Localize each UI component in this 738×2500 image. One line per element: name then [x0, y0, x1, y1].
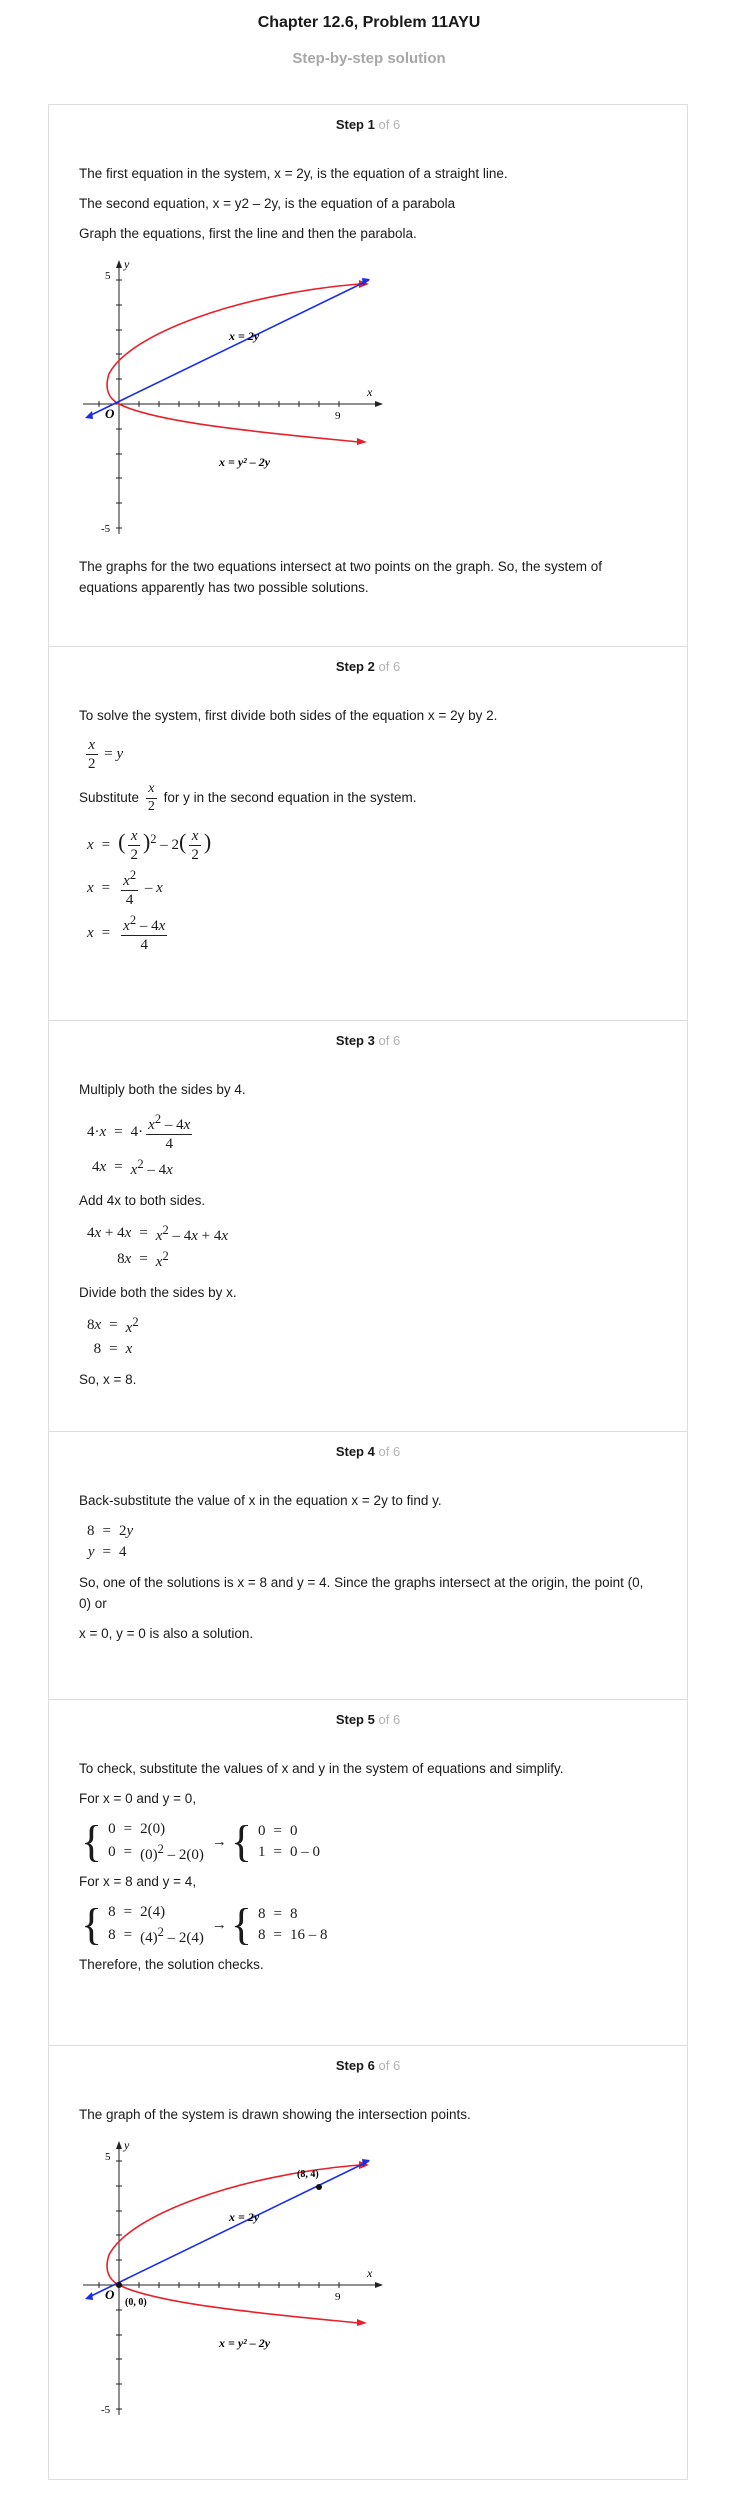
svg-text:x: x	[367, 2265, 373, 2280]
step4-text-1: Back-substitute the value of x in the equation x = 2y to find y.	[79, 1493, 442, 1508]
step-header: Step 6 of 6	[335, 2058, 401, 2073]
step-6	[49, 2045, 687, 2481]
step3-text-3: Divide both the sides by x.	[79, 1284, 237, 1300]
math-check-origin: { 0 = 2(0) 0 = $(0)^2 - 2(0)$ → { 0 = 0 1 = 0 – 0	[81, 1817, 320, 1867]
svg-text:9: 9	[335, 2290, 341, 2303]
svg-text:y: y	[124, 256, 130, 271]
step3-text-2: Add 4x to both sides.	[79, 1192, 206, 1208]
step-2	[49, 646, 687, 1020]
step4-text-2: So, one of the solutions is x = 8 and y = 4. Since the graphs intersect at the origin, the point (0, 0) or	[79, 1574, 644, 1611]
page-title: Chapter 12.6, Problem 11AYU	[257, 14, 481, 31]
step-header: Step 2 of 6	[335, 659, 401, 674]
step5-text-4: Therefore, the solution checks.	[79, 1956, 264, 1972]
math-check-point: { 8 = 2(4) 8 = $(4)^2 - 2(4)$ → { 8 = 8 8 = 16 – 8	[81, 1900, 328, 1950]
step-3	[49, 1020, 687, 1431]
step1-text-1: The first equation in the system, x = 2y, is the equation of a straight line.	[79, 166, 508, 181]
svg-text:O: O	[105, 2286, 115, 2302]
svg-text:5: 5	[105, 2150, 111, 2163]
step3-text-4: So, x = 8.	[79, 1371, 137, 1387]
svg-text:x: x	[367, 384, 373, 399]
svg-text:(0, 0): (0, 0)	[125, 2296, 147, 2308]
step-header: Step 1 of 6	[335, 117, 401, 132]
step-1	[49, 105, 687, 646]
step3-text-1: Multiply both the sides by 4.	[79, 1082, 246, 1097]
step-header: Step 5 of 6	[335, 1712, 401, 1727]
system-graph	[79, 254, 657, 547]
math-multiply: 4·x = 4· $\frac{x^2 - 4x}{4}$ 4x = $x^2 - 4x$	[87, 1111, 191, 1178]
svg-text:(8, 4): (8, 4)	[297, 2168, 319, 2180]
math-x-over-2: $\frac{x}{2}$ = y	[88, 736, 124, 772]
svg-text:-5: -5	[101, 2403, 111, 2416]
svg-text:x = 2y: x = 2y	[229, 328, 260, 343]
step-header: Step 4 of 6	[335, 1444, 401, 1459]
line-graph	[89, 280, 369, 416]
math-add: 4x + 4x = $x^2 - 4x + 4x$ 8x = $x^2$	[87, 1222, 229, 1270]
svg-text:x = 2y: x = 2y	[229, 2209, 260, 2224]
intersection-point-b	[116, 2282, 122, 2288]
math-substitution: x = ( $\frac{x}{2}$ )$^2$ – 2( $\frac{x}{2}$ ) x = $\frac{x^2}{4}$ – x x = $\frac{x^2 - 4x}{4}$	[87, 827, 212, 953]
math-divide: 8x = $x^2$ 8 = x	[87, 1314, 139, 1357]
step2-text-2: Substitute $\frac{x}{2}$ for y in the second equation in the system.	[79, 780, 417, 814]
solution-card	[48, 104, 688, 2480]
step6-text-1: The graph of the system is drawn showing the intersection points.	[79, 2107, 471, 2122]
svg-text:x = y² – 2y: x = y² – 2y	[219, 454, 271, 469]
step1-text-4: The graphs for the two equations intersect at two points on the graph. So, the system of equations apparently has two possible solutions.	[79, 558, 603, 595]
step-4	[49, 1431, 687, 1699]
step5-text-1: To check, substitute the values of x and y in the system of equations and simplify.	[79, 1761, 564, 1776]
system-graph-intersections	[79, 2135, 657, 2428]
step1-text-2: The second equation, x = y2 – 2y, is the equation of a parabola	[79, 195, 456, 211]
svg-text:x = y² – 2y: x = y² – 2y	[219, 2335, 271, 2350]
page-subtitle: Step-by-step solution	[292, 50, 446, 67]
step5-text-3: For x = 8 and y = 4,	[79, 1873, 197, 1889]
step5-text-2: For x = 0 and y = 0,	[79, 1790, 197, 1806]
parabola-curve	[107, 284, 359, 442]
svg-text:y: y	[124, 2137, 130, 2152]
step-header: Step 3 of 6	[335, 1033, 401, 1048]
step2-text-1: To solve the system, first divide both sides of the equation x = 2y by 2.	[79, 708, 498, 723]
svg-text:5: 5	[105, 269, 111, 282]
svg-text:9: 9	[335, 409, 341, 422]
svg-text:O: O	[105, 405, 115, 421]
step-5	[49, 1699, 687, 2045]
step1-text-3: Graph the equations, first the line and then the parabola.	[79, 225, 417, 241]
intersection-point-a	[316, 2184, 322, 2190]
math-back-substitute: 8 = 2y y = 4	[87, 1522, 134, 1560]
svg-text:-5: -5	[101, 522, 111, 535]
step4-text-3: x = 0, y = 0 is also a solution.	[79, 1625, 254, 1641]
